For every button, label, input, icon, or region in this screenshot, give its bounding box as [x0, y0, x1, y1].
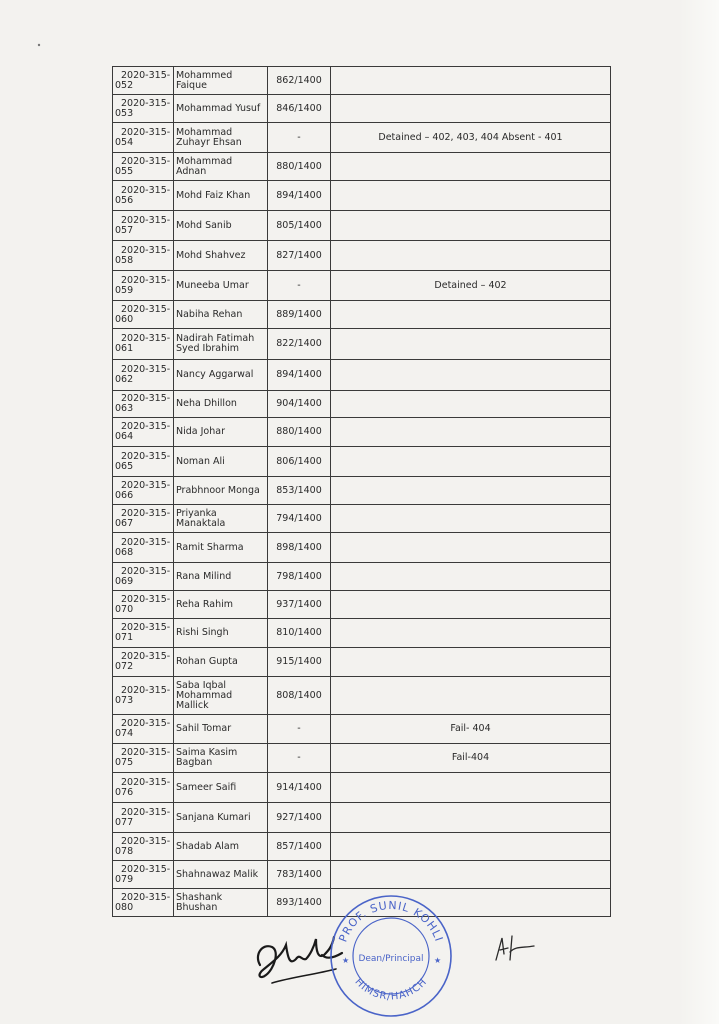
remark-cell — [331, 619, 611, 648]
student-id-prefix: 2020-315- — [121, 421, 171, 432]
table-row — [113, 95, 611, 123]
student-name-cell: Priyanka Manaktala — [174, 505, 268, 533]
marks-cell: 794/1400 — [268, 505, 331, 533]
student-id-prefix: 2020-315- — [121, 565, 171, 577]
marks-cell: 783/1400 — [268, 861, 331, 889]
marks-cell: 806/1400 — [268, 447, 331, 477]
table-row — [113, 533, 611, 563]
table-row — [113, 677, 611, 715]
student-name-cell: Muneeba Umar — [174, 271, 268, 301]
marks-cell: 853/1400 — [268, 477, 331, 505]
student-id-prefix: 2020-315- — [121, 651, 171, 662]
student-id-cell — [113, 123, 174, 153]
student-id-cell — [113, 505, 174, 533]
results-table — [112, 66, 611, 917]
student-id-prefix: 2020-315- — [121, 214, 171, 226]
student-id-cell — [113, 533, 174, 563]
student-id-number: 059 — [115, 284, 134, 296]
student-name-cell: Nida Johar — [174, 418, 268, 447]
student-id-cell — [113, 329, 174, 360]
svg-text:HIMSR/HAHCH — [352, 976, 429, 1002]
student-id-number: 064 — [115, 431, 134, 442]
student-name-cell: Mohammed Faique — [174, 67, 268, 95]
student-id-number: 057 — [115, 224, 134, 236]
student-id-cell — [113, 301, 174, 329]
student-id-number: 072 — [115, 661, 134, 672]
results-table-body — [113, 67, 611, 917]
student-name-cell: Nancy Aggarwal — [174, 360, 268, 391]
student-id-number: 074 — [115, 728, 134, 739]
table-row — [113, 391, 611, 418]
table-row — [113, 271, 611, 301]
table-row — [113, 241, 611, 271]
stamp-star-left: ★ — [342, 956, 350, 965]
student-id-prefix: 2020-315- — [121, 155, 171, 167]
student-id-prefix: 2020-315- — [121, 622, 171, 633]
student-id-number: 054 — [115, 136, 134, 148]
marks-cell: - — [268, 715, 331, 744]
remark-cell — [331, 803, 611, 833]
student-id-number: 058 — [115, 254, 134, 266]
student-name-cell: Rana Milind — [174, 563, 268, 591]
student-id-number: 070 — [115, 603, 134, 615]
student-name-cell: Rishi Singh — [174, 619, 268, 648]
student-id-number: 055 — [115, 165, 134, 177]
marks-cell: 894/1400 — [268, 181, 331, 211]
marks-cell: 915/1400 — [268, 648, 331, 677]
student-id-number: 073 — [115, 694, 134, 706]
table-row — [113, 563, 611, 591]
remark-cell — [331, 360, 611, 391]
student-id-cell — [113, 153, 174, 181]
student-id-cell — [113, 67, 174, 95]
table-row — [113, 861, 611, 889]
table-row — [113, 715, 611, 744]
page-edge-shadow — [679, 0, 719, 1024]
student-id-prefix: 2020-315- — [121, 536, 171, 548]
student-id-cell — [113, 271, 174, 301]
student-id-number: 056 — [115, 194, 134, 206]
student-id-cell — [113, 211, 174, 241]
student-name-cell: Sahil Tomar — [174, 715, 268, 744]
remark-cell — [331, 591, 611, 619]
student-name-cell: Rohan Gupta — [174, 648, 268, 677]
student-id-cell — [113, 181, 174, 211]
remark-cell — [331, 861, 611, 889]
student-id-cell — [113, 418, 174, 447]
marks-cell: 798/1400 — [268, 563, 331, 591]
table-row — [113, 505, 611, 533]
table-row — [113, 744, 611, 773]
student-id-cell — [113, 715, 174, 744]
table-row — [113, 123, 611, 153]
student-name-cell: Saba Iqbal Mohammad Mallick — [174, 677, 268, 715]
marks-cell: 827/1400 — [268, 241, 331, 271]
student-id-prefix: 2020-315- — [121, 479, 171, 491]
marks-cell: 862/1400 — [268, 67, 331, 95]
student-id-cell — [113, 447, 174, 477]
remark-cell — [331, 67, 611, 95]
student-id-prefix: 2020-315- — [121, 684, 171, 696]
stamp-top-text: PROF. SUNIL KOHLI — [336, 898, 446, 944]
marks-cell: 898/1400 — [268, 533, 331, 563]
student-name-cell: Mohd Sanib — [174, 211, 268, 241]
remark-cell — [331, 773, 611, 803]
marks-cell: 880/1400 — [268, 153, 331, 181]
remark-cell: Detained – 402 — [331, 271, 611, 301]
student-name-cell: Shadab Alam — [174, 833, 268, 861]
student-id-cell — [113, 773, 174, 803]
student-name-cell: Reha Rahim — [174, 591, 268, 619]
student-name-cell: Shashank Bhushan — [174, 889, 268, 917]
table-row — [113, 181, 611, 211]
stamp-star-right: ★ — [434, 956, 442, 965]
student-id-number: 075 — [115, 757, 134, 768]
remark-cell — [331, 677, 611, 715]
student-id-cell — [113, 95, 174, 123]
student-id-prefix: 2020-315- — [121, 863, 171, 875]
marks-cell: - — [268, 271, 331, 301]
student-id-prefix: 2020-315- — [121, 126, 171, 138]
student-id-cell — [113, 889, 174, 917]
table-row — [113, 301, 611, 329]
student-id-prefix: 2020-315- — [121, 364, 171, 375]
student-name-cell: Mohd Shahvez — [174, 241, 268, 271]
student-id-number: 069 — [115, 575, 134, 587]
student-id-number: 076 — [115, 786, 134, 798]
remark-cell — [331, 181, 611, 211]
table-row — [113, 67, 611, 95]
marks-cell: 914/1400 — [268, 773, 331, 803]
student-id-prefix: 2020-315- — [121, 184, 171, 196]
student-id-number: 061 — [115, 343, 134, 354]
table-row — [113, 648, 611, 677]
student-name-cell: Saima Kasim Bagban — [174, 744, 268, 773]
remark-cell — [331, 241, 611, 271]
table-row — [113, 477, 611, 505]
table-row — [113, 211, 611, 241]
student-id-cell — [113, 677, 174, 715]
remark-cell — [331, 505, 611, 533]
marks-cell: 846/1400 — [268, 95, 331, 123]
remark-cell — [331, 833, 611, 861]
student-id-prefix: 2020-315- — [121, 507, 171, 519]
student-id-cell — [113, 477, 174, 505]
marks-cell: 927/1400 — [268, 803, 331, 833]
marks-cell: 894/1400 — [268, 360, 331, 391]
table-row — [113, 803, 611, 833]
student-id-prefix: 2020-315- — [121, 244, 171, 256]
student-id-number: 065 — [115, 460, 134, 472]
marks-cell: 810/1400 — [268, 619, 331, 648]
student-id-number: 077 — [115, 816, 134, 828]
student-id-prefix: 2020-315- — [121, 835, 171, 847]
stamp-bottom-text: HIMSR/HAHCH — [352, 976, 430, 1003]
student-id-number: 060 — [115, 313, 134, 325]
marks-cell: 822/1400 — [268, 329, 331, 360]
student-id-number: 079 — [115, 873, 134, 885]
student-id-cell — [113, 861, 174, 889]
table-row — [113, 773, 611, 803]
table-row — [113, 447, 611, 477]
student-id-cell — [113, 591, 174, 619]
remark-cell — [331, 95, 611, 123]
student-id-prefix: 2020-315- — [121, 333, 171, 344]
remark-cell — [331, 648, 611, 677]
remark-cell — [331, 563, 611, 591]
student-id-number: 052 — [115, 79, 134, 91]
student-name-cell: Ramit Sharma — [174, 533, 268, 563]
student-id-number: 053 — [115, 107, 134, 119]
marks-cell: 904/1400 — [268, 391, 331, 418]
student-id-cell — [113, 563, 174, 591]
remark-cell — [331, 329, 611, 360]
svg-text:PROF. SUNIL KOHLI — [336, 899, 445, 944]
student-name-cell: Nabiha Rehan — [174, 301, 268, 329]
student-id-number: 063 — [115, 403, 134, 414]
table-row — [113, 833, 611, 861]
marks-cell: 880/1400 — [268, 418, 331, 447]
student-id-prefix: 2020-315- — [121, 747, 171, 758]
student-id-prefix: 2020-315- — [121, 776, 171, 788]
student-name-cell: Mohammad Zuhayr Ehsan — [174, 123, 268, 153]
student-id-prefix: 2020-315- — [121, 718, 171, 729]
remark-cell — [331, 533, 611, 563]
student-id-cell — [113, 744, 174, 773]
remark-cell — [331, 477, 611, 505]
student-name-cell: Sanjana Kumari — [174, 803, 268, 833]
student-name-cell: Mohammad Adnan — [174, 153, 268, 181]
table-row — [113, 153, 611, 181]
student-name-cell: Sameer Saifi — [174, 773, 268, 803]
student-id-number: 071 — [115, 632, 134, 643]
student-name-cell: Noman Ali — [174, 447, 268, 477]
marks-cell: 808/1400 — [268, 677, 331, 715]
student-id-cell — [113, 648, 174, 677]
table-row — [113, 360, 611, 391]
marks-cell: - — [268, 744, 331, 773]
remark-cell — [331, 211, 611, 241]
table-row — [113, 591, 611, 619]
marks-cell: 937/1400 — [268, 591, 331, 619]
initials-signature — [490, 930, 540, 965]
student-id-prefix: 2020-315- — [121, 891, 171, 903]
student-id-cell — [113, 360, 174, 391]
student-id-prefix: 2020-315- — [121, 69, 171, 81]
student-id-prefix: 2020-315- — [121, 274, 171, 286]
student-id-prefix: 2020-315- — [121, 303, 171, 315]
remark-cell — [331, 391, 611, 418]
student-name-cell: Neha Dhillon — [174, 391, 268, 418]
remark-cell — [331, 418, 611, 447]
student-id-number: 078 — [115, 845, 134, 857]
student-name-cell: Prabhnoor Monga — [174, 477, 268, 505]
student-id-cell — [113, 391, 174, 418]
marks-cell: 889/1400 — [268, 301, 331, 329]
student-id-number: 067 — [115, 517, 134, 529]
student-id-prefix: 2020-315- — [121, 393, 171, 404]
student-id-cell — [113, 833, 174, 861]
marks-cell: 893/1400 — [268, 889, 331, 917]
table-row — [113, 619, 611, 648]
student-id-prefix: 2020-315- — [121, 806, 171, 818]
marks-cell: - — [268, 123, 331, 153]
remark-cell — [331, 153, 611, 181]
student-name-cell: Nadirah Fatimah Syed Ibrahim — [174, 329, 268, 360]
student-name-cell: Mohd Faiz Khan — [174, 181, 268, 211]
remark-cell: Detained – 402, 403, 404 Absent - 401 — [331, 123, 611, 153]
student-id-prefix: 2020-315- — [121, 97, 171, 109]
student-id-cell — [113, 803, 174, 833]
student-id-number: 062 — [115, 374, 134, 385]
table-row — [113, 418, 611, 447]
student-id-number: 068 — [115, 546, 134, 558]
student-id-cell — [113, 241, 174, 271]
remark-cell — [331, 447, 611, 477]
student-id-number: 080 — [115, 901, 134, 913]
student-id-cell — [113, 619, 174, 648]
student-id-number: 066 — [115, 489, 134, 501]
stamp-center-text: Dean/Principal — [358, 954, 424, 964]
remark-cell: Fail- 404 — [331, 715, 611, 744]
student-id-prefix: 2020-315- — [121, 450, 171, 462]
remark-cell — [331, 301, 611, 329]
table-row — [113, 329, 611, 360]
scan-mark — [34, 40, 44, 50]
marks-cell: 857/1400 — [268, 833, 331, 861]
student-name-cell: Mohammad Yusuf — [174, 95, 268, 123]
student-name-cell: Shahnawaz Malik — [174, 861, 268, 889]
remark-cell: Fail-404 — [331, 744, 611, 773]
marks-cell: 805/1400 — [268, 211, 331, 241]
student-id-prefix: 2020-315- — [121, 593, 171, 605]
dean-stamp — [328, 893, 454, 1019]
